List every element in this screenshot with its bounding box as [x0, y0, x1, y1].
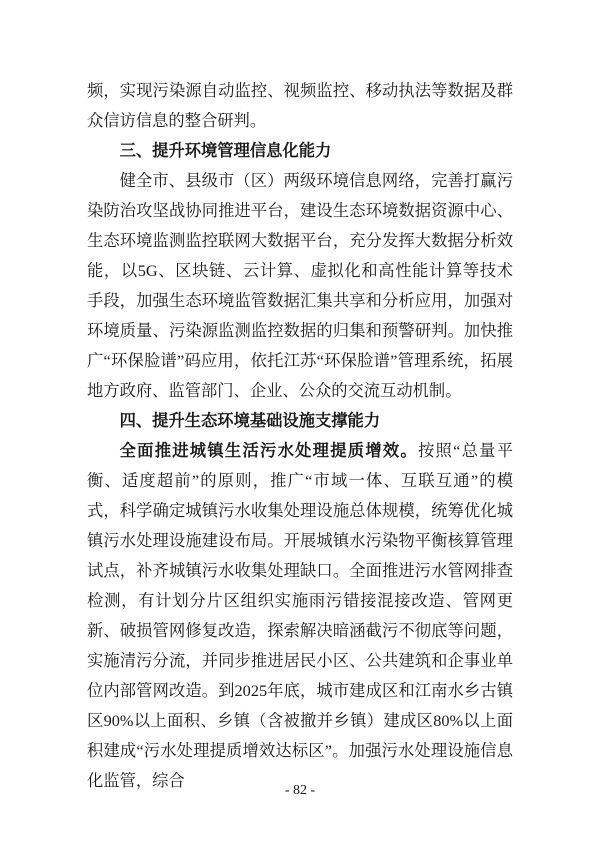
section-heading-three: 三、提升环境管理信息化能力 [119, 141, 332, 160]
paragraph-continuation: 频，实现污染源自动监控、视频监控、移动执法等数据及群众信访信息的整合研判。 [87, 81, 513, 130]
paragraph-rest: 按照“总量平衡、适度超前”的原则，推广“市域一体、互联互通”的模式，科学确定城镇污水收集处理设施总体规模，统筹优化城镇污水处理设施建设布局。开展城镇水污染物平衡核算管理试点，补齐城镇污水收集处理缺口。全面推进污水管网排查检测，有计划分片区组织实施雨污错接混接改造、管网更新、破损管网修复改造，探索解决暗涵截污不彻底等问题，实施清污分流，并同步推进居民小区、公共建筑和企事业单位内部管网改造。到2025年底，城市建成区和江南水乡古镇区90%以上面积、乡镇（含被撤并乡镇）建成区80%以上面积建成“污水处理提质增效达标区”。加强污水处理设施信息化监管，综合 [87, 441, 513, 790]
body-paragraph-info-capability: 健全市、县级市（区）两级环境信息网络，完善打赢污染防治攻坚战协同推进平台，建设生态环境数据资源中心、生态环境监测监控联网大数据平台，充分发挥大数据分析效能，以5G、区块链、云计算、虚拟化和高性能计算等技术手段，加强生态环境监管数据汇集共享和分析应用，加强对环境质量、污染源监测监控数据的归集和预警研判。加快推广“环保脸谱”码应用，依托江苏“环保脸谱”管理系统，拓展地方政府、监管部门、企业、公众的交流互动机制。 [87, 171, 513, 400]
page-number: - 82 - [284, 783, 316, 798]
body-paragraph-sewage-treatment [87, 436, 513, 796]
paragraph-bold-lead: 全面推进城镇生活污水处理提质增效。 [119, 441, 418, 460]
page-body-text [87, 76, 513, 796]
section-heading-four: 四、提升生态环境基础设施支撑能力 [119, 411, 381, 430]
